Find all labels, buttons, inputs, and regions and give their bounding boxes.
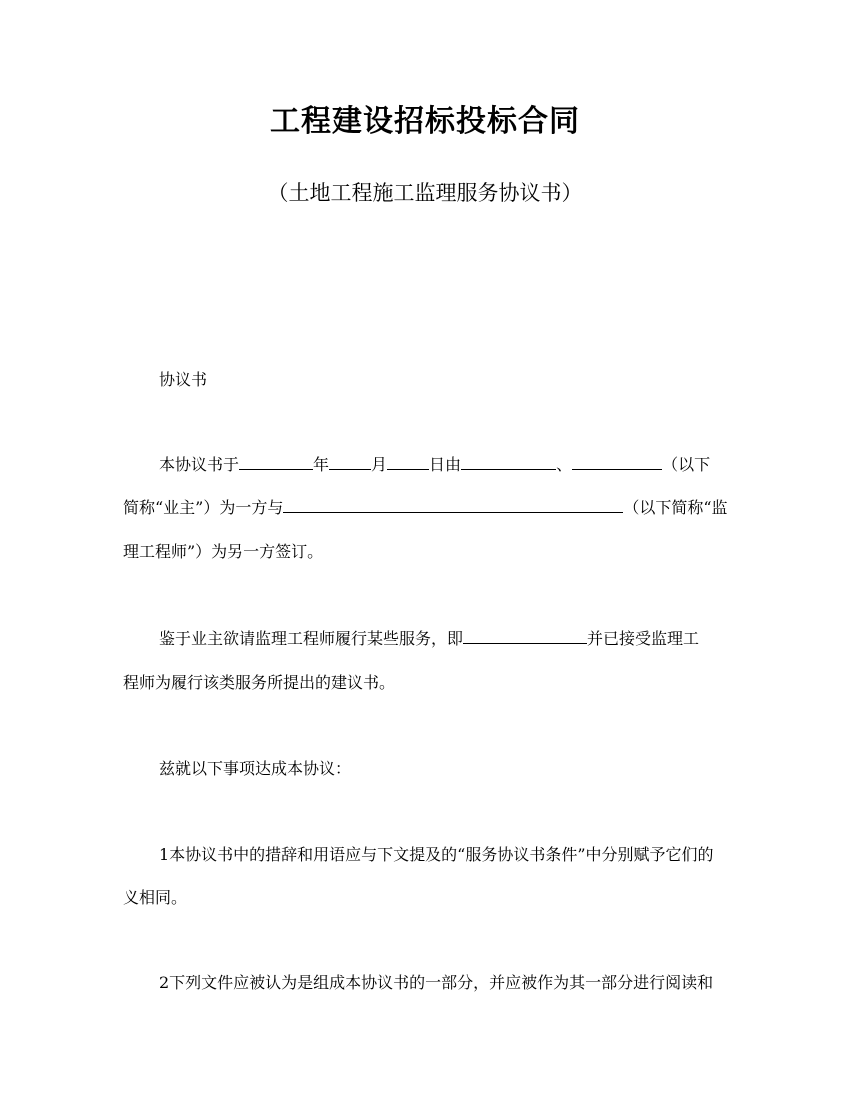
text-fragment: 、 (556, 455, 573, 474)
paragraph-1-line-2 (123, 496, 728, 520)
day-blank (387, 454, 429, 470)
paragraph-4-line-2: 义相同。 (123, 888, 188, 907)
paragraph-1-line-1 (159, 453, 728, 477)
owner-blank-2 (572, 454, 662, 470)
text-fragment: 本协议书于 (159, 455, 240, 474)
paragraph-3: 兹就以下事项达成本协议： (159, 759, 352, 778)
text-fragment: 简称“业主”）为一方与 (123, 498, 284, 517)
paragraph-2-line-2: 程师为履行该类服务所提出的建议书。 (123, 673, 396, 692)
year-blank (239, 454, 313, 470)
owner-blank-1 (461, 454, 556, 470)
month-blank (329, 454, 371, 470)
text-fragment: 年 (313, 455, 330, 474)
paragraph-1-line-3: 理工程师”）为另一方签订。 (123, 542, 324, 561)
paragraph-2-line-1 (159, 627, 728, 651)
services-blank (463, 628, 587, 644)
text-fragment: 日由 (429, 455, 462, 474)
paragraph-4-line-1: 1本协议书中的措辞和用语应与下文提及的“服务协议书条件”中分别赋予它们的 (159, 845, 714, 864)
paragraph-5-line-1: 2下列文件应被认为是组成本协议书的一部分，并应被作为其一部分进行阅读和 (159, 973, 714, 992)
engineer-blank (283, 497, 623, 513)
text-fragment: 月 (371, 455, 388, 474)
text-fragment: 鉴于业主欲请监理工程师履行某些服务，即 (159, 629, 464, 648)
document-title: 工程建设招标投标合同 (270, 104, 580, 139)
section-heading: 协议书 (159, 370, 208, 389)
document-subtitle: （土地工程施工监理服务协议书） (267, 181, 583, 205)
text-fragment: （以下简称“监 (623, 498, 728, 517)
text-fragment: （以下 (662, 455, 711, 474)
text-fragment: 并已接受监理工 (587, 629, 700, 648)
